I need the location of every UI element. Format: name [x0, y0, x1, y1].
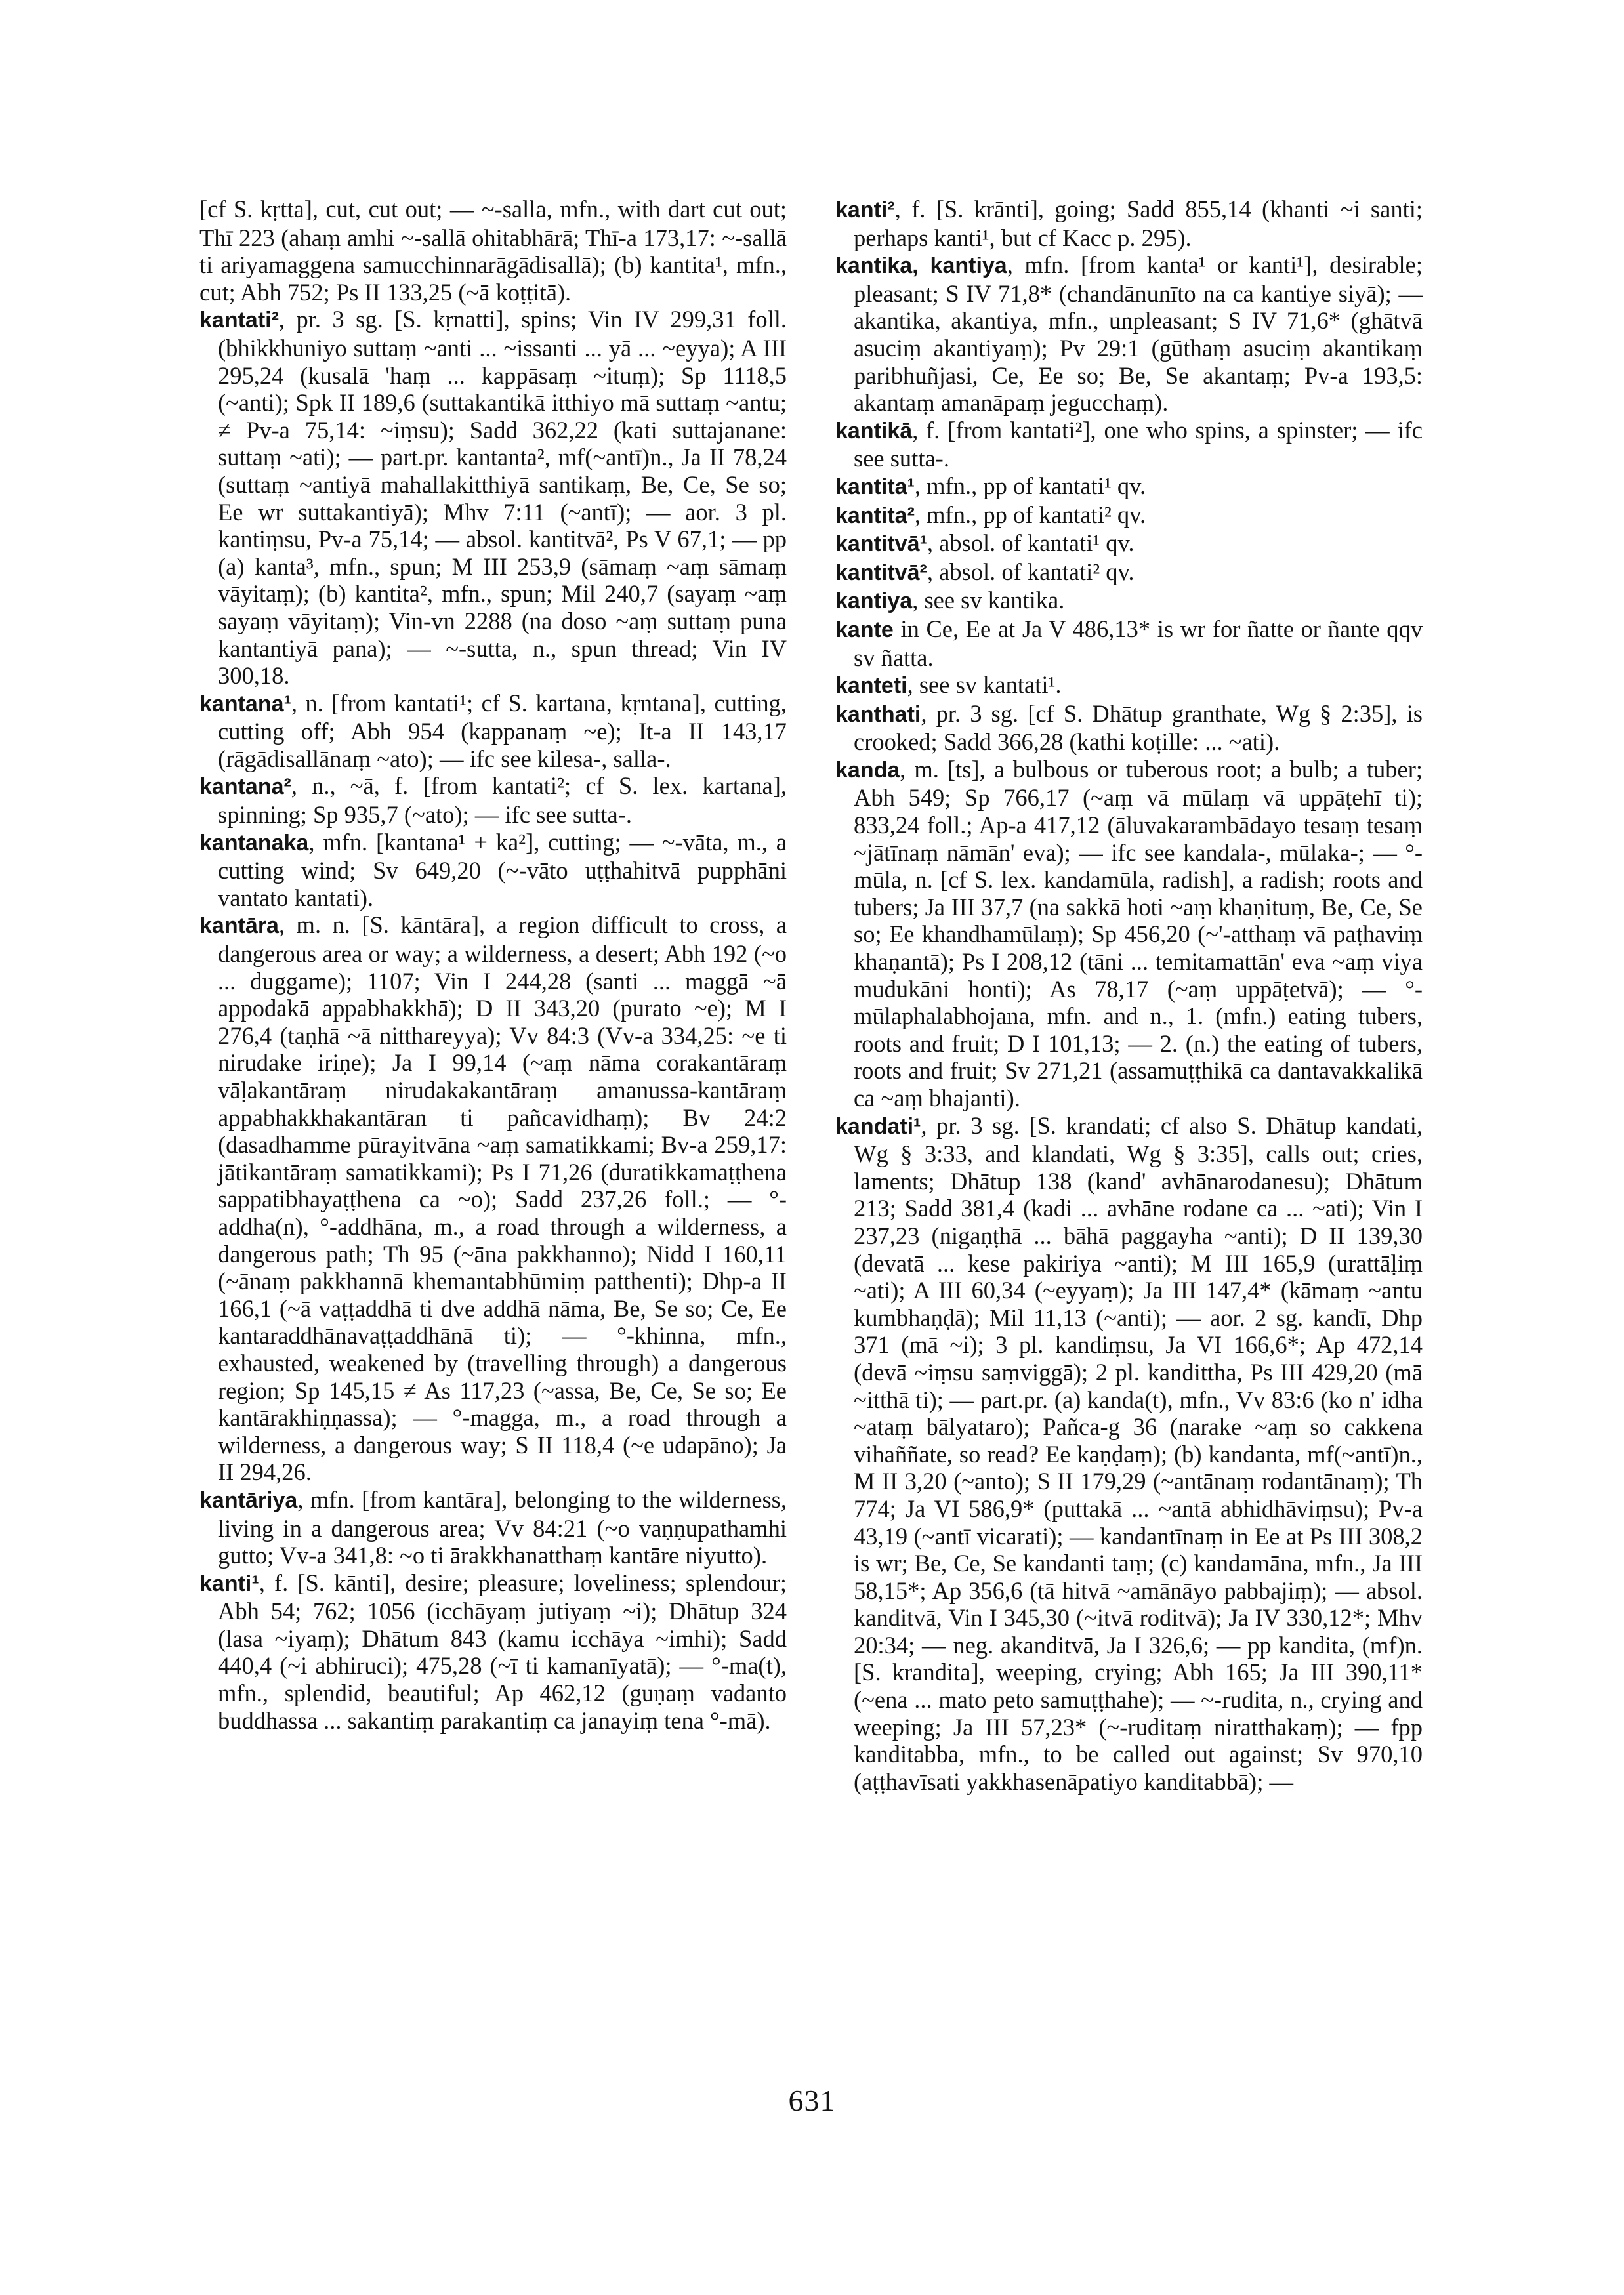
entry-text: , n. [from kantati¹; cf S. kartana, kṛntana], cutting, cutting off; Abh 954 (kappanaṃ ~e); It-a II 143,17 (rāgādisallānaṃ ~ato); — ifc see kilesa-, salla-.	[218, 689, 787, 772]
dictionary-entry	[835, 558, 1423, 587]
entry-text: in Ce, Ee at Ja V 486,13* is wr for ñatte or ñante qqv sv ñatta.	[854, 615, 1423, 671]
dictionary-entry	[199, 772, 787, 828]
entry-lemma: kanda	[835, 757, 900, 783]
entry-lemma: kantana¹	[199, 691, 291, 716]
entry-lemma: kanti²	[835, 197, 895, 222]
entry-lemma: kantiya	[835, 589, 913, 614]
entry-lemma: kantitvā²	[835, 560, 927, 585]
entry-lemma: kantita¹	[835, 474, 915, 499]
entry-text: , mfn. [from kanta¹ or kanti¹], desirable; pleasant; S IV 71,8* (chandānunīto na ca kantiye siyā); — akantika, akantiya, mfn., unpleasant; S IV 71,6* (ghātvā asuciṃ akantiyaṃ); Pv 29:1 (gūthaṃ asuciṃ akantikaṃ paribhuñjasi, Ce, Ee so; Be, Se akantaṃ; Pv-a 193,5: akantaṃ amanāpaṃ jegucchaṃ).	[854, 251, 1423, 417]
entry-text: , f. [S. krānti], going; Sadd 855,14 (khanti ~i santi; perhaps kanti¹, but cf Kacc p. 295).	[854, 196, 1423, 251]
dictionary-entry	[835, 417, 1423, 472]
dictionary-entry	[835, 196, 1423, 251]
dictionary-entry	[199, 690, 787, 773]
dictionary-entry	[199, 829, 787, 912]
dictionary-entry	[835, 756, 1423, 1112]
entry-lemma: kantika, kantiya	[835, 253, 1007, 279]
entry-text: , m. [ts], a bulbous or tuberous root; a bulb; a tuber; Abh 549; Sp 766,17 (~aṃ vā mūlaṃ vā uppāṭehī ti); 833,24 foll.; Ap-a 417,12 (āluvakarambādayo tesaṃ tesaṃ ~jātīnaṃ nāmān' eva); — ifc see kandala-, mūlaka-; — °-mūla, n. [cf S. lex. kandamūla, radish], a radish; roots and tubers; Ja III 37,7 (na sakkā hoti ~aṃ khaṇituṃ, Be, Ce, Se so; Ee khandhamūlaṃ); Sp 456,20 (~'-atthaṃ vā paṭhaviṃ khaṇantā); Ps I 208,12 (tāni ... temitamattān' eva ~aṃ viya mudukāni honti); As 78,17 (~aṃ uppāṭetvā); — °-mūlaphalabhojana, mfn. and n., 1. (mfn.) eating tubers, roots and fruit; D I 101,13; — 2. (n.) the eating of tubers, roots and fruit; Sv 271,21 (assamuṭṭhikā ca dantavakkalikā ca ~aṃ bhajanti).	[854, 755, 1423, 1111]
entry-lemma: kante	[835, 617, 894, 642]
right-column	[835, 196, 1423, 1795]
entry-text: [cf S. kṛtta], cut, cut out; — ~-salla, mfn., with dart cut out; Thī 223 (ahaṃ amhi ~-sallā ohitabhārā; Thī-a 173,17: ~-sallā ti ariyamaggena samucchinnarāgādisallā); (b) kantita¹, mfn., cut; Abh 752; Ps II 133,25 (~ā koṭṭitā).	[199, 196, 787, 306]
entry-lemma: kantāra	[199, 913, 279, 939]
dictionary-entry	[835, 501, 1423, 530]
entry-lemma: kantita²	[835, 503, 915, 528]
entry-text: , see sv kantika.	[912, 587, 1065, 614]
dictionary-entry	[835, 472, 1423, 501]
dictionary-entry	[835, 615, 1423, 671]
dictionary-entry	[199, 1486, 787, 1569]
entry-text: , see sv kantati¹.	[907, 671, 1062, 699]
entry-lemma: kanteti	[835, 673, 907, 699]
entry-text: , mfn., pp of kantati¹ qv.	[914, 472, 1146, 499]
entry-text: , pr. 3 sg. [S. kṛnatti], spins; Vin IV 299,31 foll. (bhikkhuniyo suttaṃ ~anti ... ~issanti ... yā ... ~eyya); A III 295,24 (kusalā 'haṃ ... kappāsaṃ ~ituṃ); Sp 1118,5 (~anti); Spk II 189,6 (suttakantikā itthiyo mā suttaṃ ~antu; ≠ Pv-a 75,14: ~iṃsu); Sadd 362,22 (kati suttajanane: suttaṃ ~ati); — part.pr. kantanta², mf(~antī)n., Ja II 78,24 (suttaṃ ~antiyā mahallakitthiyā santikaṃ, Be, Ce, Se so; Ee wr suttakantiyā); Mhv 7:11 (~antī); — aor. 3 pl. kantiṃsu, Pv-a 75,14; — absol. kantitvā², Ps V 67,1; — pp (a) kanta³, mfn., spun; M III 253,9 (sāmaṃ ~aṃ sāmaṃ vāyitaṃ); (b) kantita², mfn., spun; Mil 240,7 (sayaṃ ~aṃ sayaṃ vāyitaṃ); Vin-vn 2288 (na doso ~aṃ suttaṃ puna kantantiyā pana); — ~-sutta, n., spun thread; Vin IV 300,18.	[218, 306, 787, 690]
entry-lemma: kantitvā¹	[835, 531, 927, 557]
left-column	[199, 196, 787, 1734]
entry-text: , f. [S. kānti], desire; pleasure; loveliness; splendour; Abh 54; 762; 1056 (icchāyaṃ jutiyaṃ ~i); Dhātup 324 (lasa ~iyaṃ); Dhātum 843 (kamu icchāya ~imhi); Sadd 440,4 (~i abhiruci); 475,28 (~ī ti kamanīyatā); — °-ma(t), mfn., splendid, beautiful; Ap 462,12 (guṇaṃ vadanto buddhassa ... sakantiṃ parakantiṃ ca janayiṃ tena °-mā).	[218, 1569, 787, 1734]
entry-text: , pr. 3 sg. [cf S. Dhātup granthate, Wg § 2:35], is crooked; Sadd 366,28 (kathi koṭille: ... ~ati).	[854, 699, 1423, 756]
dictionary-entry	[199, 306, 787, 689]
dictionary-entry	[835, 671, 1423, 700]
entry-text: , mfn. [kantana¹ + ka²], cutting; — ~-vāta, m., a cutting wind; Sv 649,20 (~-vāto uṭṭhahitvā pupphāni vantato kantati).	[218, 828, 787, 911]
dictionary-entry	[199, 196, 787, 306]
entry-text: , f. [from kantati²], one who spins, a spinster; — ifc see sutta-.	[854, 416, 1423, 472]
entry-text: , mfn. [from kantāra], belonging to the wilderness, living in a dangerous area; Vv 84:21 (~o vaṇṇupathamhi gutto; Vv-a 341,8: ~o ti ārakkhanatthaṃ kantāre niyutto).	[218, 1485, 787, 1569]
dictionary-entry	[835, 700, 1423, 756]
dictionary-entry	[835, 1112, 1423, 1796]
entry-lemma: kanti¹	[199, 1571, 259, 1596]
entry-lemma: kantati²	[199, 308, 279, 333]
entry-text: , absol. of kantati¹ qv.	[927, 529, 1135, 557]
entry-text: , mfn., pp of kantati² qv.	[914, 501, 1146, 528]
entry-lemma: kantana²	[199, 774, 291, 800]
entry-lemma: kantanaka	[199, 830, 309, 856]
dictionary-entry	[835, 587, 1423, 615]
entry-text: , pr. 3 sg. [S. krandati; cf also S. Dhātup kandati, Wg § 3:33, and klandati, Wg § 3:35], calls out; cries, laments; Dhātup 138 (kand' avhānarodanesu); Dhātum 213; Sadd 381,4 (kadi ... avhāne rodane ca ... ~ati); Vin I 237,23 (nigaṇṭhā ... bāhā paggayha ~anti); D II 139,30 (devatā ... kese pakiriya ~anti); M III 165,9 (urattāḷiṃ ~ati); A III 60,34 (~eyyaṃ); Ja III 147,4* (kāmaṃ ~antu kumbhaṇḍā); Mil 11,13 (~anti); — aor. 2 sg. kandī, Dhp 371 (mā ~i); 3 pl. kandiṃsu, Ja VI 166,6*; Ap 472,14 (devā ~iṃsu saṃviggā); 2 pl. kandittha, Ps III 429,20 (mā ~itthā ti); — part.pr. (a) kanda(t), mfn., Vv 83:6 (ko n' idha ~ataṃ bālyataro); Pañca-g 36 (narake ~aṃ so cakkena vihaññate, so read? Ee kaṇḍaṃ); (b) kandanta, mf(~antī)n., M II 3,20 (~anto); S II 179,29 (~antānaṃ rodantānaṃ); Th 774; Ja VI 586,9* (puttakā ... ~antā abhidhāviṃsu); Pv-a 43,19 (~antī vicarati); — kandantīnaṃ in Ee at Ps III 308,2 is wr; Be, Ce, Se kandanti taṃ; (c) kandamāna, mfn., Ja III 58,15*; Ap 356,6 (tā hitvā ~amānāyo pabbajiṃ); — absol. kanditvā, Vin I 345,30 (~itvā roditvā); Ja IV 330,12*; Mhv 20:34; — neg. akanditvā, Ja I 326,6; — pp kandita, (mf)n. [S. krandita], weeping, crying; Abh 165; Ja III 390,11* (~ena ... mato peto samuṭṭhahe); — ~-rudita, n., crying and weeping; Ja III 57,23* (~-ruditaṃ niratthakaṃ); — fpp kanditabba, mfn., to be called out against; Sv 970,10 (aṭṭhavīsati yakkhasenāpatiyo kanditabbā); —	[854, 1111, 1423, 1795]
entry-lemma: kanthati	[835, 701, 921, 727]
page-number: 631	[788, 2084, 836, 2117]
dictionary-entry	[835, 529, 1423, 558]
dictionary-entry	[199, 1569, 787, 1735]
entry-text: , n., ~ā, f. [from kantati²; cf S. lex. kartana], spinning; Sp 935,7 (~ato); — ifc see sutta-.	[218, 772, 787, 829]
entry-text: , absol. of kantati² qv.	[927, 558, 1135, 585]
entry-lemma: kantikā	[835, 418, 913, 444]
dictionary-entry	[199, 911, 787, 1485]
entry-lemma: kandati¹	[835, 1113, 921, 1139]
dictionary-entry	[835, 251, 1423, 417]
entry-text: , m. n. [S. kāntāra], a region difficult to cross, a dangerous area or way; a wilderness, a desert; Abh 192 (~o ... duggame); 1107; Vin I 244,28 (santi ... maggā ~ā appodakā appabhakkhā); D II 343,20 (purato ~e); M I 276,4 (taṇhā ~ā nitthareyya); Vv 84:3 (Vv-a 334,25: ~e ti nirudake iriṇe); Ja I 99,14 (~aṃ nāma corakantāraṃ vāḷakantāraṃ nirudakakantāraṃ amanussa-kantāraṃ appabhakkhakantāran ti pañcavidhaṃ); Bv 24:2 (dasadhamme pūrayitvāna ~aṃ samatikkami; Bv-a 259,17: jātikantāraṃ samatikkami); Ps I 71,26 (duratikkamaṭṭhena sappatibhayaṭṭhena ca ~o); Sadd 237,26 foll.; — °-addha(n), °-addhāna, m., a road through a wilderness, a dangerous path; Th 95 (~āna pakkhanno); Nidd I 160,11 (~ānaṃ pakkhannā khemantabhūmiṃ patthenti); Dhp-a II 166,1 (~ā vaṭṭaddhā ti dve addhā nāma, Be, Se so; Ce, Ee kantaraddhānavaṭṭaddhānā ti); — °-khinna, mfn., exhausted, weakened by (travelling through) a dangerous region; Sp 145,15 ≠ As 117,23 (~assa, Be, Ce, Se so; Ee kantārakhiṇṇassa); — °-magga, m., a road through a wilderness, a dangerous way; S II 118,4 (~e udapāno); Ja II 294,26.	[218, 911, 787, 1486]
entry-lemma: kantāriya	[199, 1487, 298, 1513]
